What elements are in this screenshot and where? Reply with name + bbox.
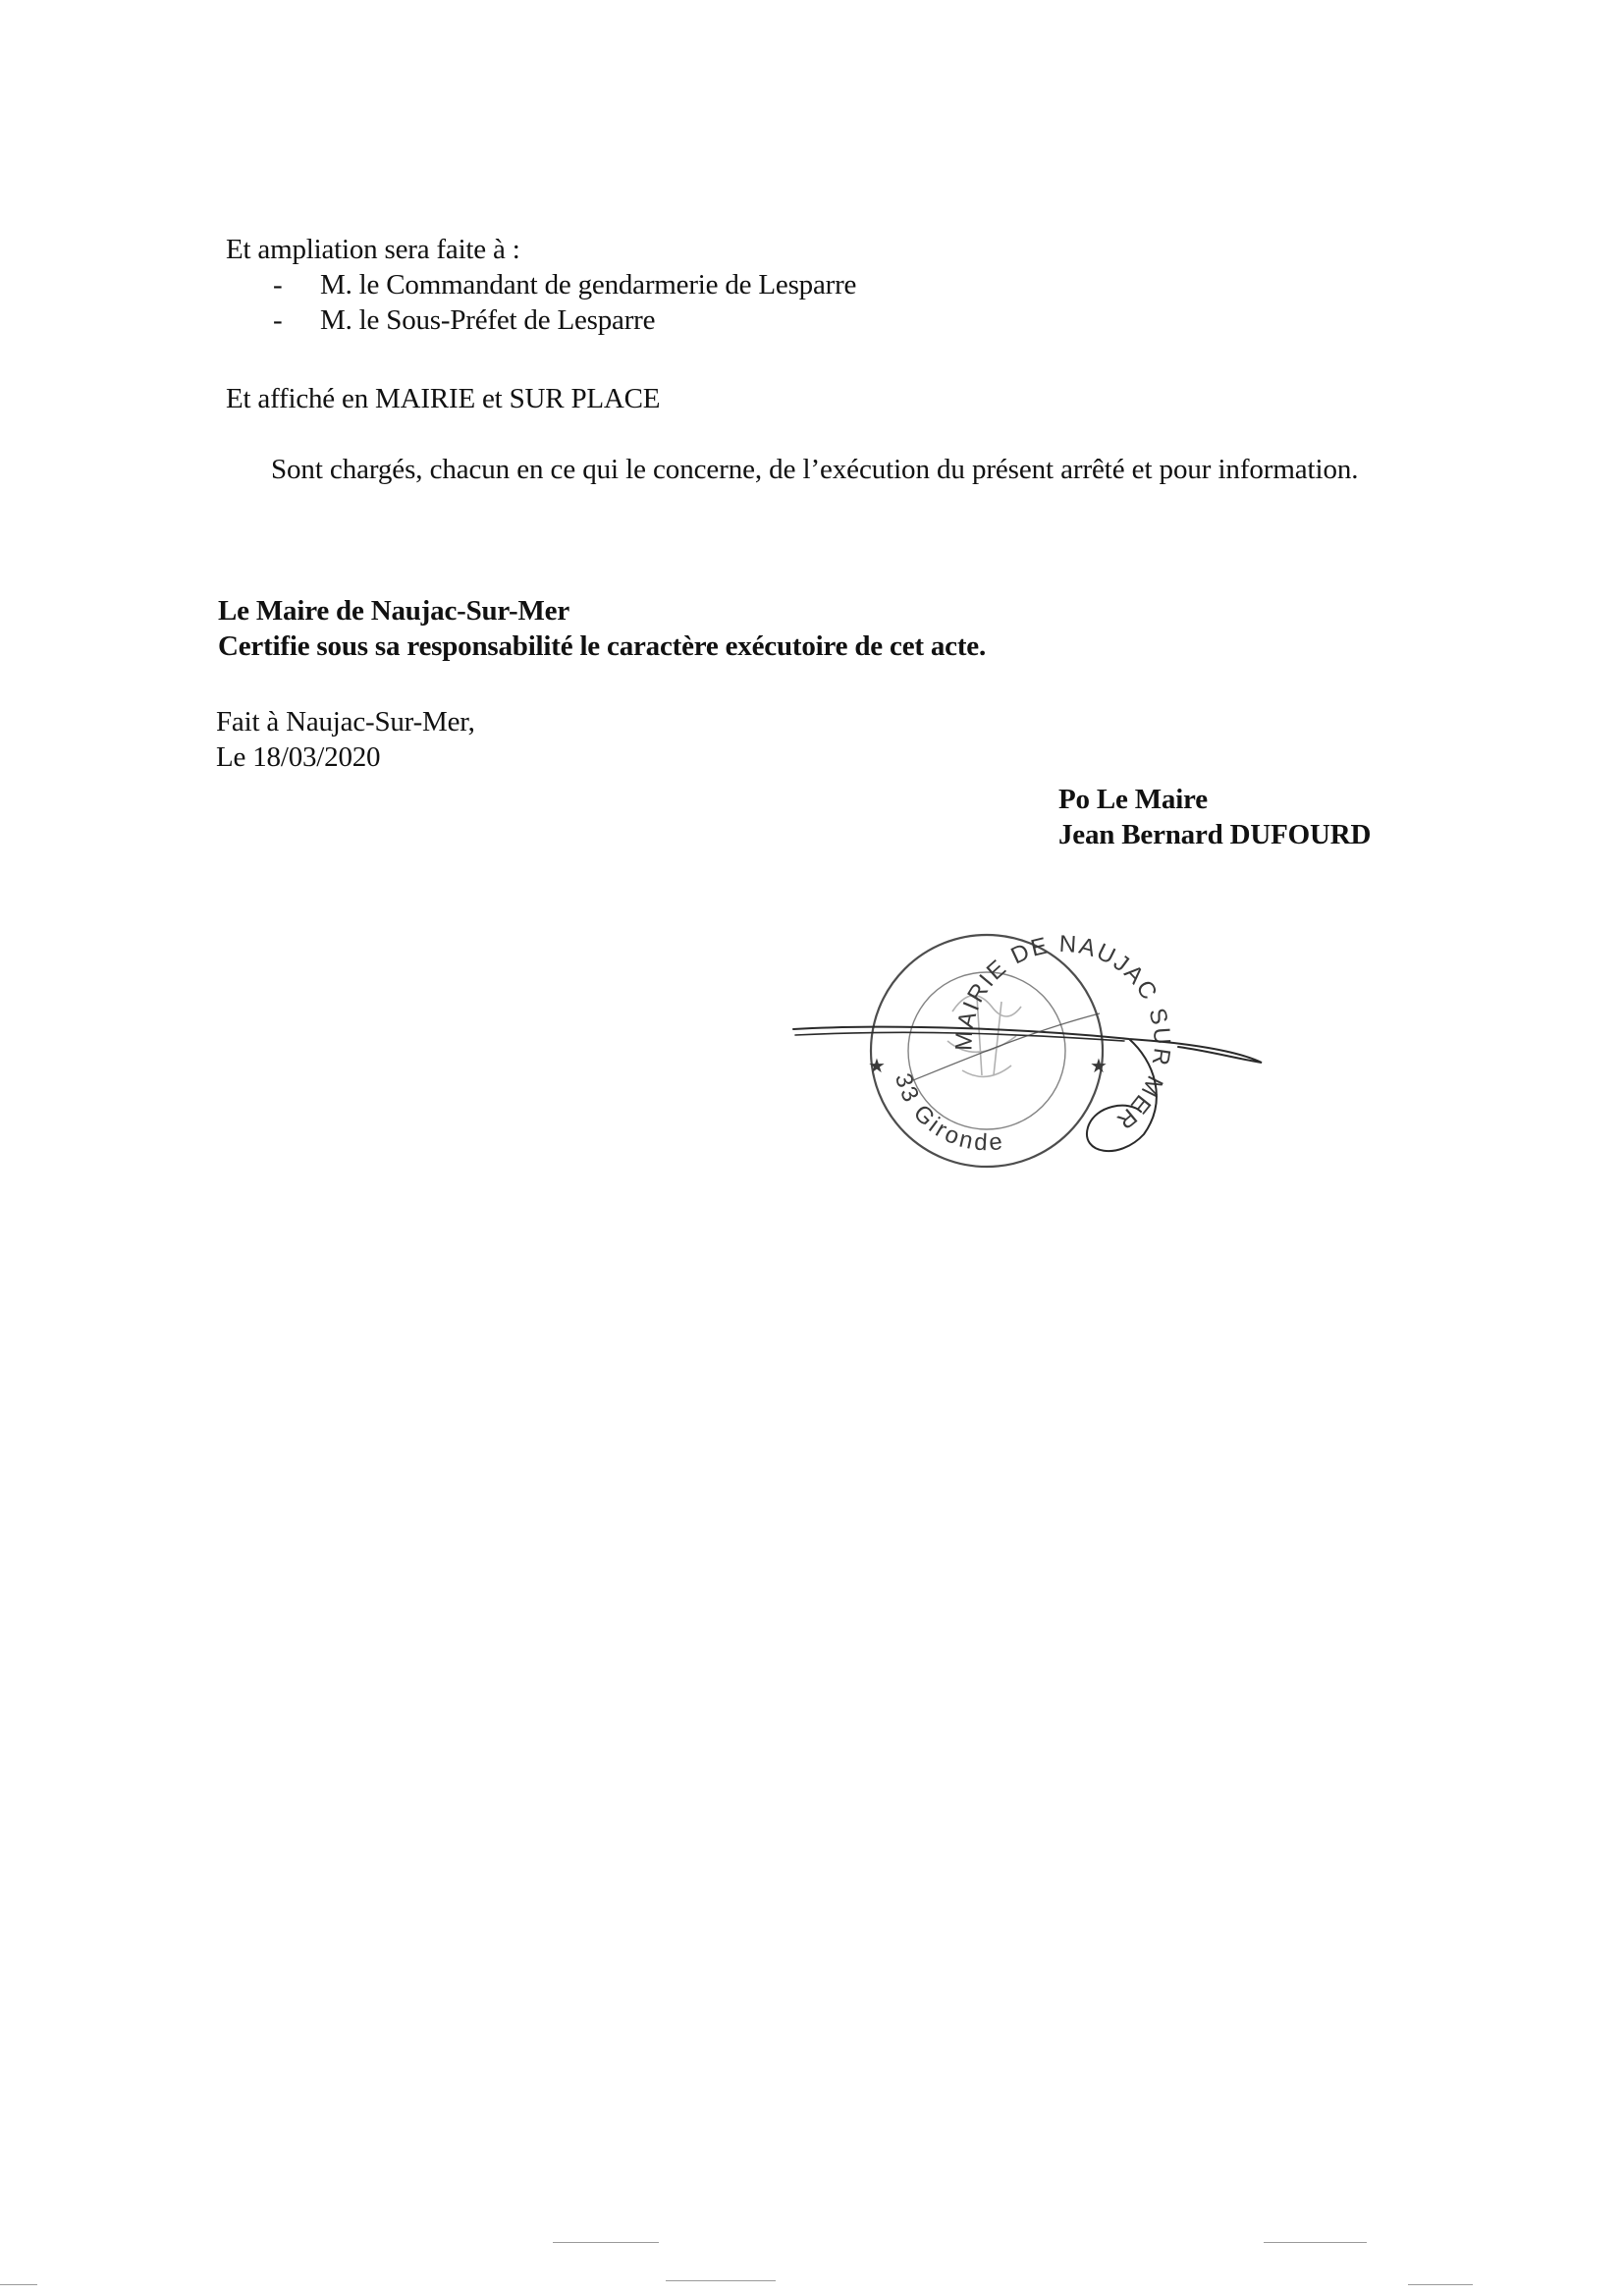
recipient-text: M. le Sous-Préfet de Lesparre <box>320 304 656 336</box>
signature-stroke <box>793 1027 1262 1151</box>
signatory-name: Jean Bernard DUFOURD <box>1058 819 1372 850</box>
affichage-line: Et affiché en MAIRIE et SUR PLACE <box>226 383 661 414</box>
list-bullet: - <box>273 269 283 301</box>
mayor-title: Le Maire de Naujac-Sur-Mer <box>218 595 569 627</box>
recipient-text: M. le Commandant de gendarmerie de Lesparre <box>320 269 857 301</box>
scan-artifact <box>666 2280 776 2281</box>
certification-line: Certifie sous sa responsabilité le caractère exécutoire de cet acte. <box>218 630 987 662</box>
ampliation-heading: Et ampliation sera faite à : <box>226 234 520 265</box>
scan-artifact <box>1408 2284 1473 2285</box>
issue-date: Le 18/03/2020 <box>216 741 381 773</box>
star-icon: ★ <box>868 1054 886 1077</box>
scan-artifact <box>553 2242 659 2243</box>
seal-icon <box>776 903 1286 1188</box>
svg-text:33 Gironde <box>890 1070 1006 1157</box>
scan-artifact <box>1264 2242 1367 2243</box>
stamp-and-signature <box>776 903 1286 1188</box>
recipient-list <box>273 267 856 338</box>
list-item <box>273 302 856 338</box>
signatory-po: Po Le Maire <box>1058 784 1208 815</box>
stamp-top-text: MAIRIE DE NAUJAC SUR MER <box>950 930 1176 1136</box>
issue-place: Fait à Naujac-Sur-Mer, <box>216 706 475 738</box>
list-bullet: - <box>273 304 283 336</box>
execution-paragraph: Sont chargés, chacun en ce qui le concerne, de l’exécution du présent arrêté et pour information. <box>271 454 1359 485</box>
star-icon: ★ <box>1090 1054 1108 1077</box>
list-item <box>273 267 856 302</box>
scan-artifact <box>0 2284 37 2285</box>
stamp-bottom-text: 33 Gironde <box>889 1069 1007 1157</box>
signature-stroke <box>913 1013 1100 1080</box>
